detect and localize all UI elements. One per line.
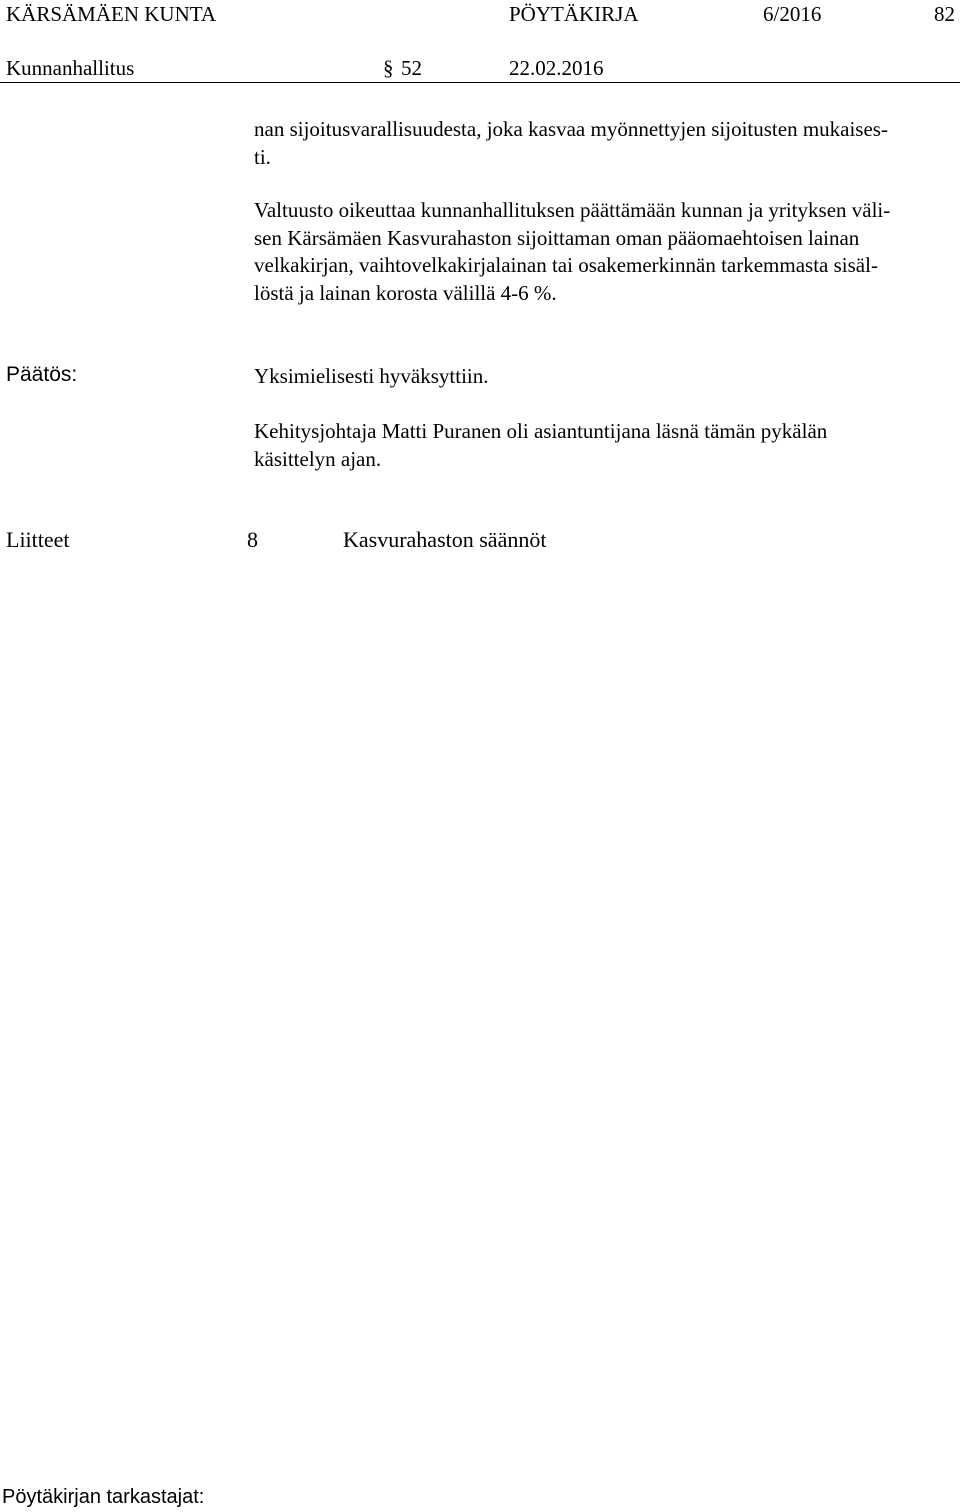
attachment-number: 8 (247, 527, 258, 552)
meeting-date: 22.02.2016 (509, 56, 604, 80)
paragraph-number: 52 (401, 56, 422, 80)
paragraph-line: sen Kärsämäen Kasvurahaston sijoittaman oman pääomaehtoisen lainan (254, 225, 860, 250)
attachments-label: Liitteet (6, 527, 70, 552)
paragraph-line: löstä ja lainan korosta välillä 4-6 %. (254, 280, 557, 305)
page-number: 82 (934, 2, 955, 26)
header-divider (0, 82, 960, 83)
attachment-title: Kasvurahaston säännöt (343, 527, 547, 552)
governing-body: Kunnanhallitus (6, 56, 135, 80)
issue-number: 6/2016 (763, 2, 822, 26)
organization-name: KÄRSÄMÄEN KUNTA (6, 2, 217, 26)
decision-text (254, 363, 954, 391)
paragraph-line: velkakirjan, vaihtovelkakirjalainan tai osakemerkinnän tarkemmasta sisäl- (254, 253, 878, 277)
decision-label: Päätös: (6, 363, 78, 386)
paragraph-symbol: § (383, 56, 394, 80)
minutes-reviewers-label: Pöytäkirjan tarkastajat: (2, 1486, 205, 1508)
decision-line: Yksimielisesti hyväksyttiin. (254, 364, 489, 388)
paragraph-continuation (254, 116, 954, 171)
paragraph-line: ti. (254, 144, 271, 169)
paragraph-line: Valtuusto oikeuttaa kunnanhallituksen päättämään kunnan ja yrityksen väli- (254, 198, 891, 222)
document-type: PÖYTÄKIRJA (509, 2, 639, 26)
paragraph-line: nan sijoitusvarallisuudesta, joka kasvaa myönnettyjen sijoitusten mukaises- (254, 117, 888, 141)
council-authorization-paragraph (254, 197, 954, 307)
note-line: Kehitysjohtaja Matti Puranen oli asiantuntijana läsnä tämän pykälän (254, 419, 828, 443)
note-line: käsittelyn ajan. (254, 446, 382, 471)
attendance-note (254, 418, 954, 473)
